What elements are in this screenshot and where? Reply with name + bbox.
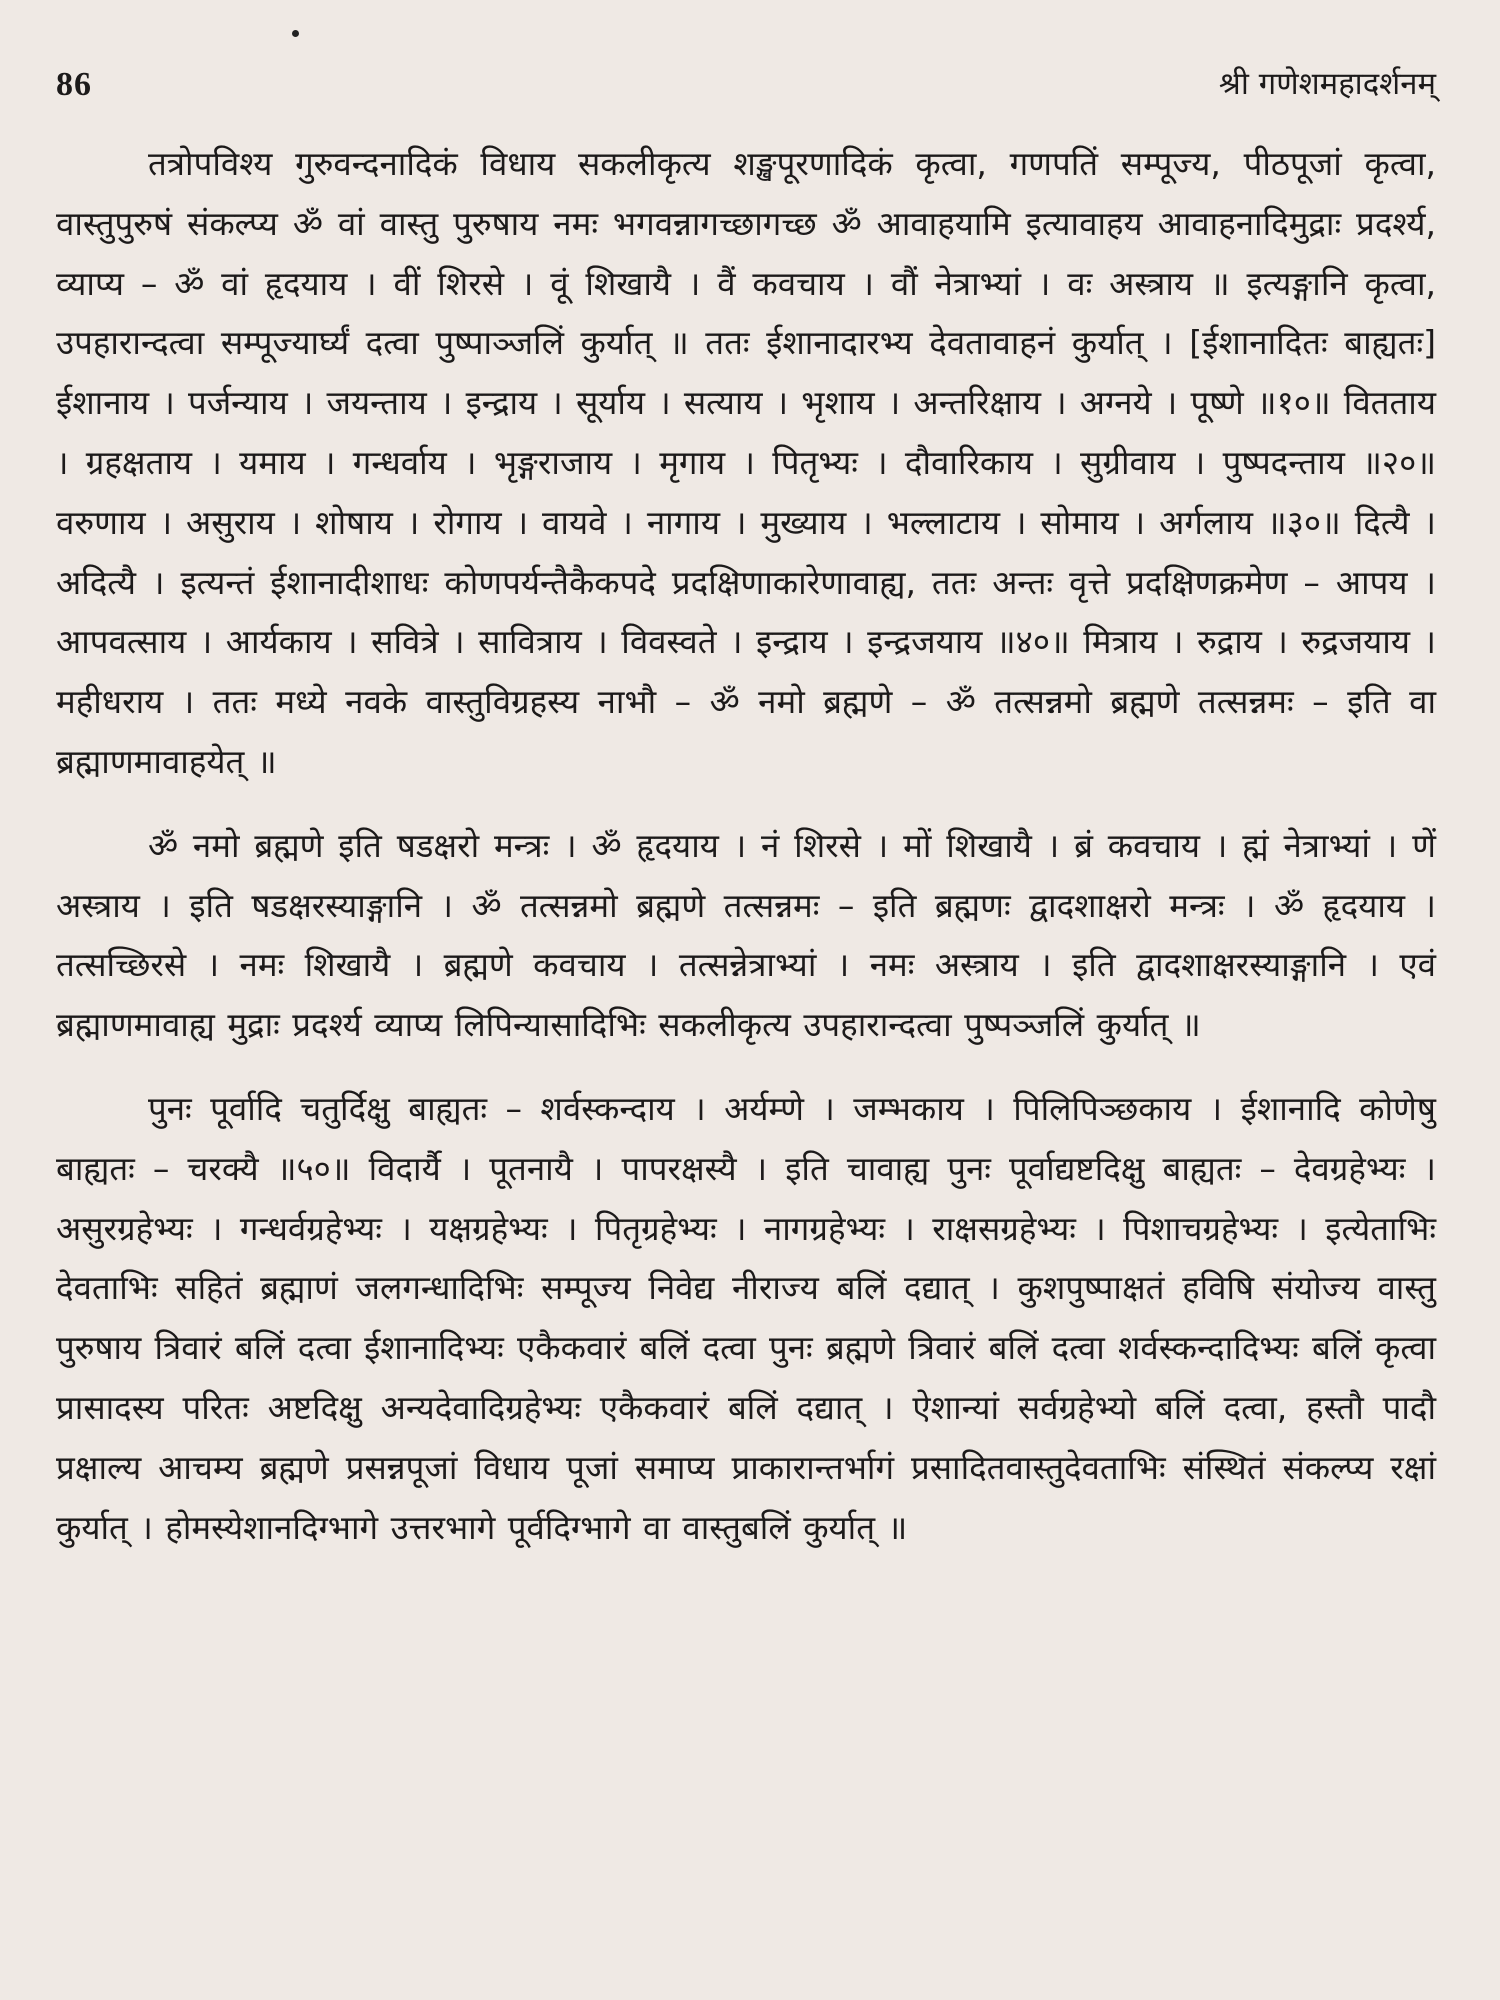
page-body — [56, 134, 1436, 1557]
ink-dot — [292, 30, 299, 37]
paragraph-2: ॐ नमो ब्रह्मणे इति षडक्षरो मन्त्रः । ॐ हृदयाय । नं शिरसे । मों शिखायै । ब्रं कवचाय । ह्मं नेत्राभ्यां । णें अस्त्राय । इति षडक्षरस्याङ्गानि । ॐ तत्सन्नमो ब्रह्मणे तत्सन्नमः – इति ब्रह्मणः द्वादशाक्षरो मन्त्रः । ॐ हृदयाय । तत्सच्छिरसे । नमः शिखायै । ब्रह्मणे कवचाय । तत्सन्नेत्राभ्यां । नमः अस्त्राय । इति द्वादशाक्षरस्याङ्गानि । एवं ब्रह्माणमावाह्य मुद्राः प्रदर्श्य व्याप्य लिपिन्यासादिभिः सकलीकृत्य उपहारान्दत्वा पुष्पञ्जलिं कुर्यात् ॥ — [56, 825, 1436, 1045]
page-number: 86 — [56, 66, 92, 103]
paragraph-1: तत्रोपविश्य गुरुवन्दनादिकं विधाय सकलीकृत्य शङ्खपूरणादिकं कृत्वा, गणपतिं सम्पूज्य, पीठपूजां कृत्वा, वास्तुपुरुषं संकल्प्य ॐ वां वास्तु पुरुषाय नमः भगवन्नागच्छागच्छ ॐ आवाहयामि इत्यावाहय आवाहनादिमुद्राः प्रदर्श्य, व्याप्य – ॐ वां हृदयाय । वीं शिरसे । वूं शिखायै । वैं कवचाय । वौं नेत्राभ्यां । वः अस्त्राय ॥ इत्यङ्गानि कृत्वा, उपहारान्दत्वा सम्पूज्यार्घ्यं दत्वा पुष्पाञ्जलिं कुर्यात् ॥ ततः ईशानादारभ्य देवतावाहनं कुर्यात् । [ईशानादितः बाह्यतः] ईशानाय । पर्जन्याय । जयन्ताय । इन्द्राय । सूर्याय । सत्याय । भृशाय । अन्तरिक्षाय । अग्नये । पूष्णे ॥१०॥ वितताय । ग्रहक्षताय । यमाय । गन्धर्वाय । भृङ्गराजाय । मृगाय । पितृभ्यः । दौवारिकाय । सुग्रीवाय । पुष्पदन्ताय ॥२०॥ वरुणाय । असुराय । शोषाय । रोगाय । वायवे । नागाय । मुख्याय । भल्लाटाय । सोमाय । अर्गलाय ॥३०॥ दित्यै । अदित्यै । इत्यन्तं ईशानादीशाधः कोणपर्यन्तैकैकपदे प्रदक्षिणाकारेणावाह्य, ततः अन्तः वृत्ते प्रदक्षिणक्रमेण – आपय । आपवत्साय । आर्यकाय । सवित्रे । सावित्राय । विवस्वते । इन्द्राय । इन्द्रजयाय ॥४०॥ मित्राय । रुद्राय । रुद्रजयाय । महीधराय । ततः मध्ये नवके वास्तुविग्रहस्य नाभौ – ॐ नमो ब्रह्मणे – ॐ तत्सन्नमो ब्रह्मणे तत्सन्नमः – इति वा ब्रह्माणमावाहयेत् ॥ — [56, 144, 1436, 781]
paragraph-3: पुनः पूर्वादि चतुर्दिक्षु बाह्यतः – शर्वस्कन्दाय । अर्यम्णे । जम्भकाय । पिलिपिञ्छकाय । ईशानादि कोणेषु बाह्यतः – चरक्यै ॥५०॥ विदार्यै । पूतनायै । पापरक्षस्यै । इति चावाह्य पुनः पूर्वाद्यष्टदिक्षु बाह्यतः – देवग्रहेभ्यः । असुरग्रहेभ्यः । गन्धर्वग्रहेभ्यः । यक्षग्रहेभ्यः । पितृग्रहेभ्यः । नागग्रहेभ्यः । राक्षसग्रहेभ्यः । पिशाचग्रहेभ्यः । इत्येताभिः देवताभिः सहितं ब्रह्माणं जलगन्धादिभिः सम्पूज्य निवेद्य नीराज्य बलिं दद्यात् । कुशपुष्पाक्षतं हविषि संयोज्य वास्तु पुरुषाय त्रिवारं बलिं दत्वा ईशानादिभ्यः एकैकवारं बलिं दत्वा पुनः ब्रह्मणे त्रिवारं बलिं दत्वा शर्वस्कन्दादिभ्यः बलिं कृत्वा प्रासादस्य परितः अष्टदिक्षु अन्यदेवादिग्रहेभ्यः एकैकवारं बलिं दद्यात् । ऐशान्यां सर्वग्रहेभ्यो बलिं दत्वा, हस्तौ पादौ प्रक्षाल्य आचम्य ब्रह्मणे प्रसन्नपूजां विधाय पूजां समाप्य प्राकारान्तर्भागं प्रसादितवास्तुदेवताभिः संस्थितं संकल्प्य रक्षां कुर्यात् । होमस्येशानदिग्भागे उत्तरभागे पूर्वदिग्भागे वा वास्तुबलिं कुर्यात् ॥ — [56, 1088, 1436, 1547]
running-title: श्री गणेशमहादर्शनम् — [1218, 66, 1436, 102]
page-header — [56, 52, 1436, 122]
